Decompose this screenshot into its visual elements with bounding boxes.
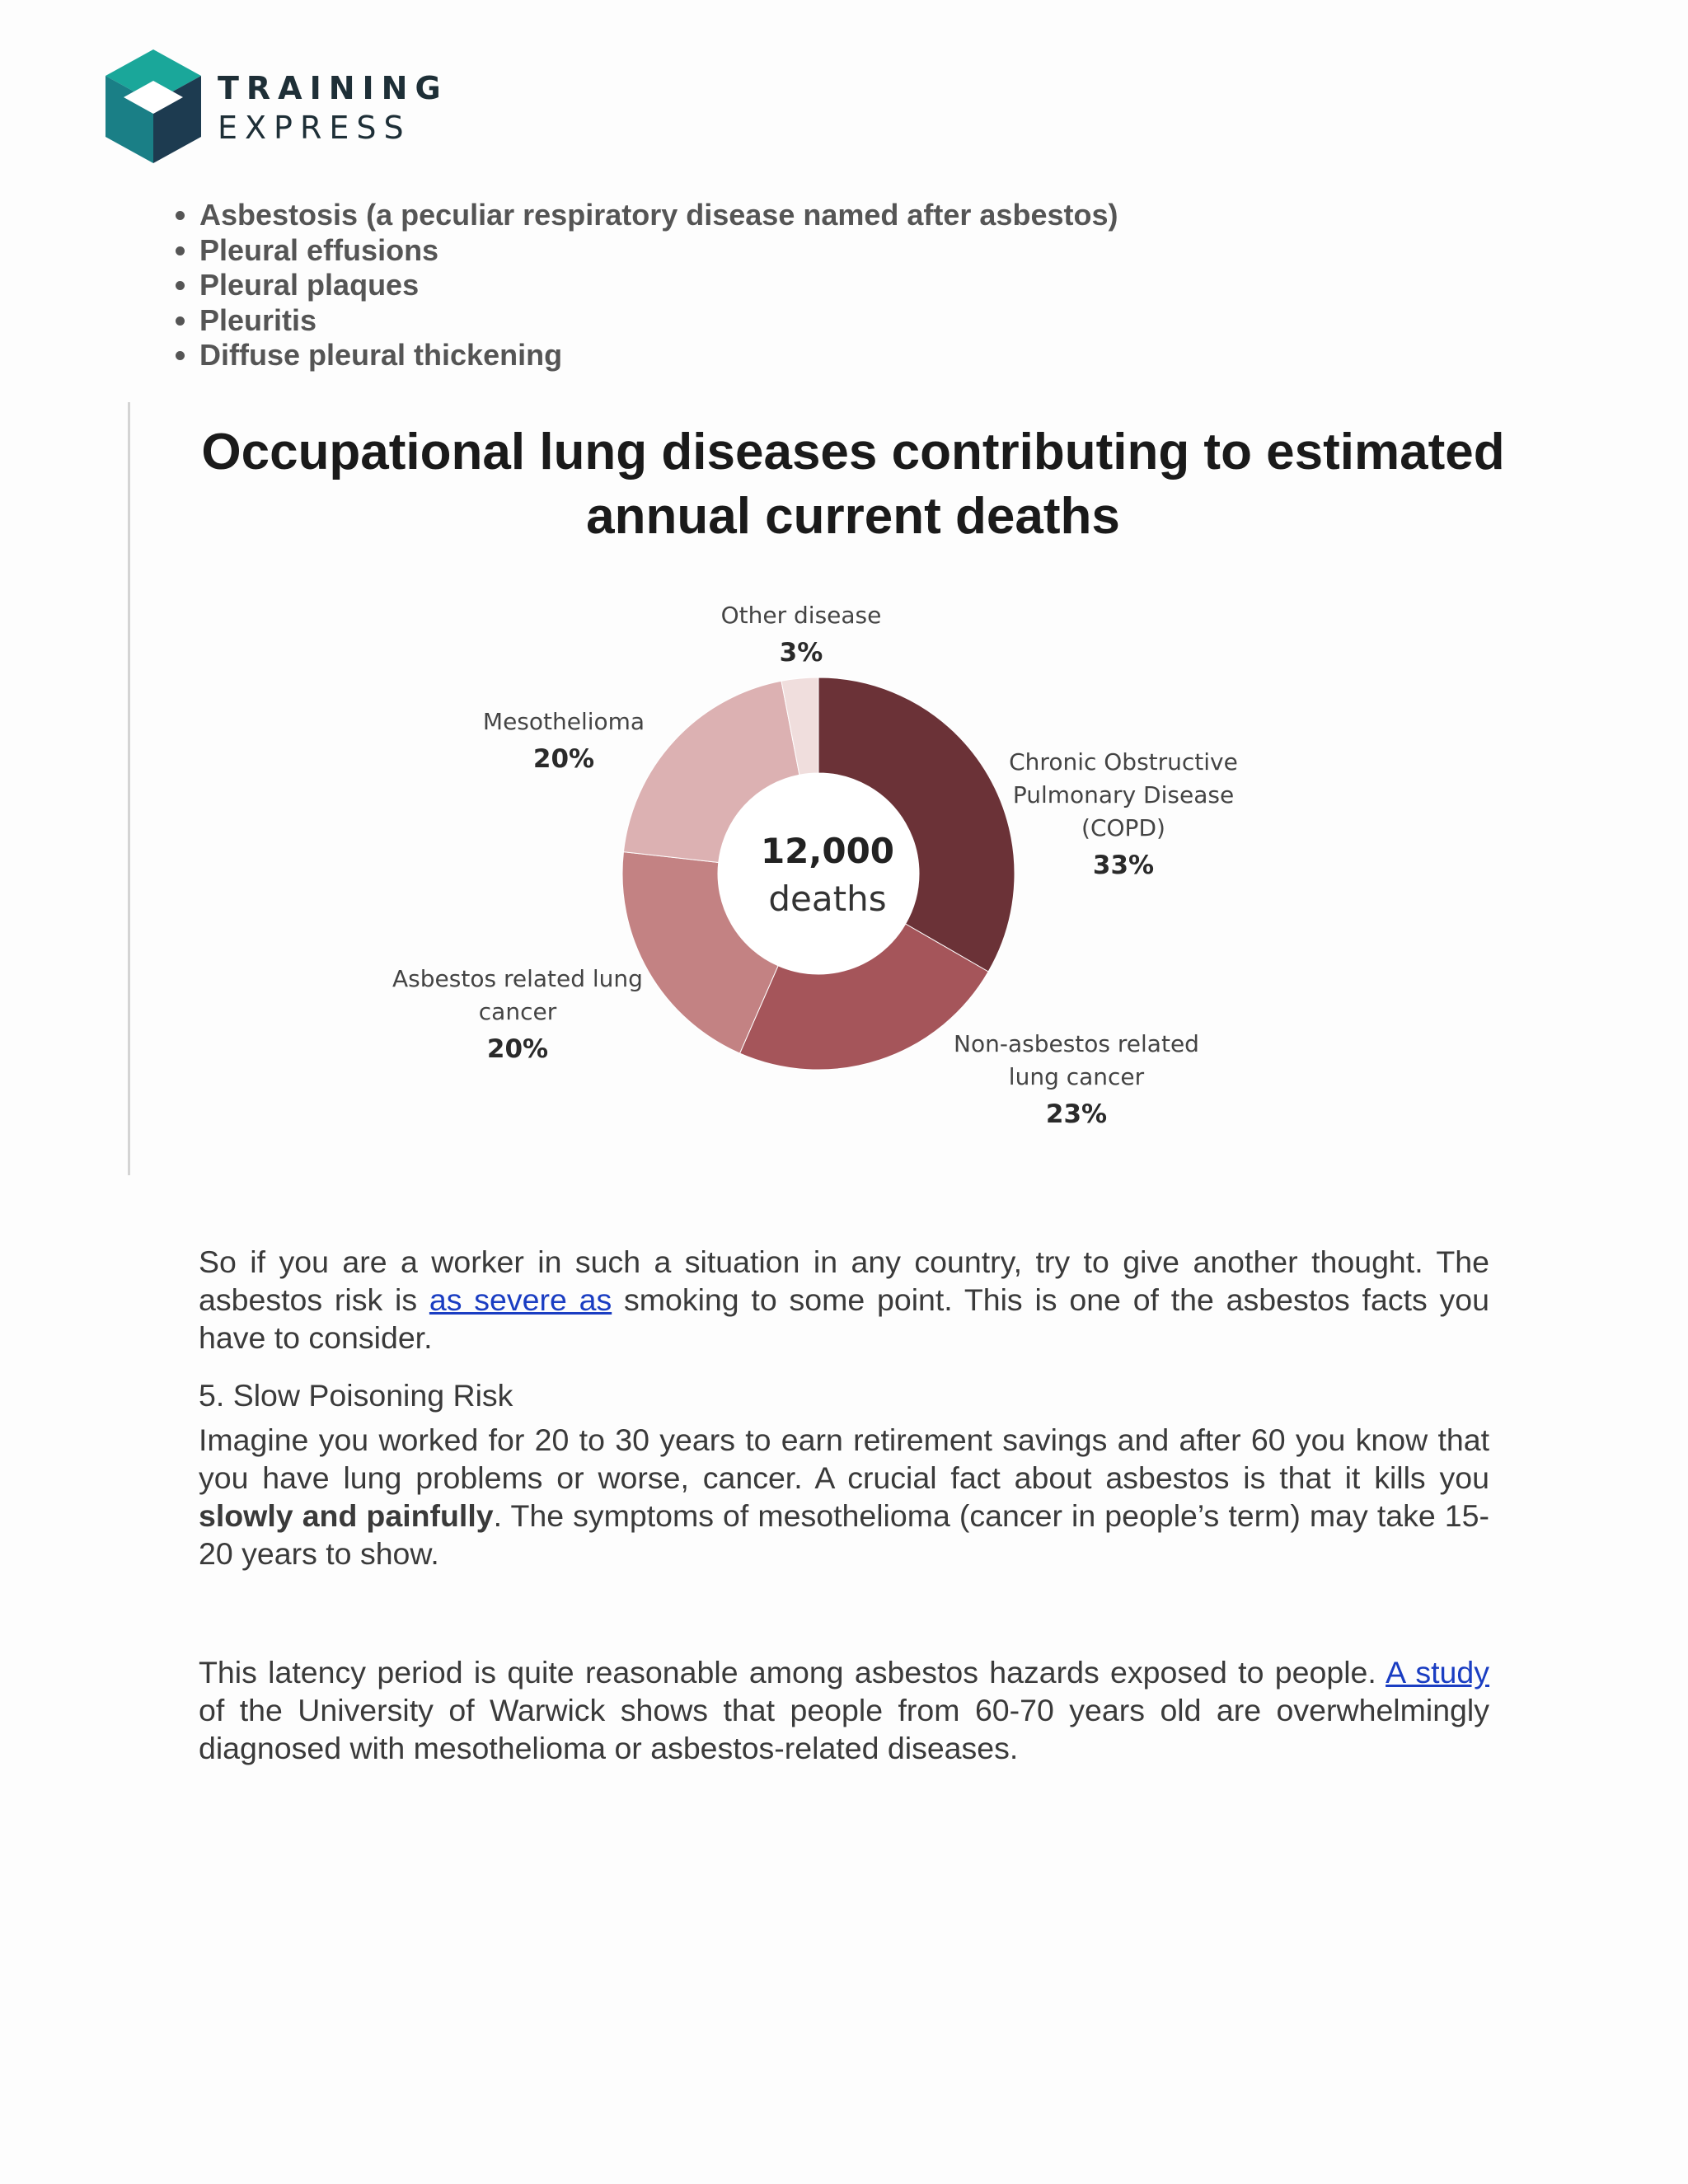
slice-label-text: Mesothelioma xyxy=(482,708,645,735)
slice-label-text: lung cancer xyxy=(1008,1063,1145,1090)
slice-value-label: 20% xyxy=(486,1034,549,1064)
slice-label-text: Chronic Obstructive xyxy=(1009,748,1238,776)
slice-label xyxy=(954,1030,1199,1129)
paragraph-risk-text-b: smoking to some point. This is one of the asbestos facts you have to consider. xyxy=(199,1282,1489,1355)
paragraph-slow-bold: slowly and painfully xyxy=(199,1498,494,1533)
list-item: • Diffuse pleural thickening xyxy=(199,338,1118,373)
link-a-study[interactable]: A study xyxy=(1386,1655,1490,1690)
slice-label-text: Pulmonary Disease xyxy=(1012,781,1235,808)
center-label: deaths xyxy=(768,879,887,919)
slice-label xyxy=(721,602,882,668)
slice-label xyxy=(392,965,643,1064)
section-heading: 5. Slow Poisoning Risk xyxy=(199,1378,513,1413)
slice-value-label: 33% xyxy=(1092,851,1155,880)
link-as-severe-as[interactable]: as severe as xyxy=(429,1282,612,1317)
list-item: • Pleural effusions xyxy=(199,233,1118,269)
slice-label-text: Non-asbestos related xyxy=(954,1030,1199,1057)
paragraph-latency-text-a: This latency period is quite reasonable among asbestos hazards exposed to people. xyxy=(199,1655,1386,1690)
slice-label-text: (COPD) xyxy=(1081,814,1165,841)
paragraph-latency-text-b: of the University of Warwick shows that people from 60-70 years old are overwhelmingly diagnosed with mesothelioma or asbestos-related diseases. xyxy=(199,1693,1489,1765)
logo-word-training: TRAINING xyxy=(218,70,448,106)
center-value: 12,000 xyxy=(760,831,895,871)
list-item: • Pleuritis xyxy=(199,303,1118,339)
slice-label-text: cancer xyxy=(478,998,557,1025)
list-item: • Asbestosis (a peculiar respiratory disease named after asbestos) xyxy=(199,198,1118,233)
logo-word-express: EXPRESS xyxy=(218,110,411,146)
paragraph-risk xyxy=(199,1243,1489,1357)
slice-label xyxy=(483,708,645,774)
paragraph-slow-text-b: . The symptoms of mesothelioma (cancer in people’s term) may take 15-20 years to show. xyxy=(199,1498,1489,1571)
slice-label-text: Asbestos related lung xyxy=(392,965,643,992)
slice-value-label: 20% xyxy=(532,744,595,774)
slice-value-label: 23% xyxy=(1045,1099,1108,1129)
paragraph-latency xyxy=(199,1653,1489,1767)
slice-label xyxy=(1009,748,1238,880)
paragraph-risk-text-a: So if you are a worker in such a situation in any country, try to give another thought. The asbestos risk is xyxy=(199,1244,1489,1317)
paragraph-slow-poisoning xyxy=(199,1421,1489,1572)
paragraph-slow-text-a: Imagine you worked for 20 to 30 years to earn retirement savings and after 60 you know that you have lung problems or worse, cancer. A crucial fact about asbestos is that it kills you xyxy=(199,1422,1489,1495)
slice-value-label: 3% xyxy=(779,638,823,668)
list-item: • Pleural plaques xyxy=(199,268,1118,303)
donut-center xyxy=(718,773,919,974)
chart-title-line-2: annual current deaths xyxy=(586,488,1120,545)
chart-title-line-1: Occupational lung diseases contributing to estimated xyxy=(201,424,1505,480)
slice-label-text: Other disease xyxy=(720,602,882,629)
